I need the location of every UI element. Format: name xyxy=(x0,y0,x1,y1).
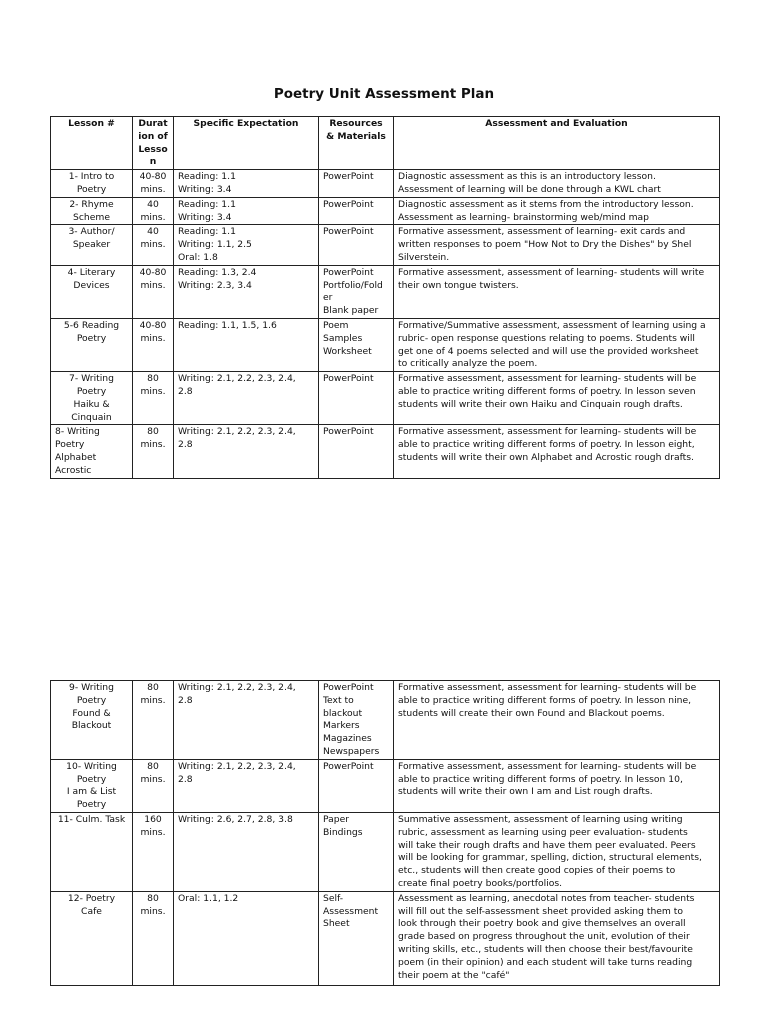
assessment-cell: Formative assessment, assessment for learning- students will be able to practice writing different forms of poetry. In lesson seven students will write their own Haiku and Cinquain rough drafts. xyxy=(394,372,720,425)
duration-cell: 40-80 mins. xyxy=(133,170,174,198)
expectation-cell: Oral: 1.1, 1.2 xyxy=(174,891,319,985)
lesson-cell: 1- Intro to Poetry xyxy=(51,170,133,198)
header-lesson: Lesson # xyxy=(51,117,133,170)
duration-cell: 40-80 mins. xyxy=(133,265,174,318)
table-row xyxy=(51,759,720,812)
assessment-cell: Summative assessment, assessment of learning using writing rubric, assessment as learning using peer evaluation- students will take their rough drafts and have them peer evaluated. Peers will be looking for grammar, spelling, diction, structural elements, etc., students will then create good copies of their poems to create final poetry books/portfolios. xyxy=(394,812,720,891)
duration-cell: 80 mins. xyxy=(133,681,174,760)
lesson-cell: 10- Writing Poetry I am & List Poetry xyxy=(51,759,133,812)
assessment-plan-table-page-2 xyxy=(50,680,720,986)
expectation-cell: Writing: 2.1, 2.2, 2.3, 2.4, 2.8 xyxy=(174,372,319,425)
expectation-cell: Writing: 2.6, 2.7, 2.8, 3.8 xyxy=(174,812,319,891)
header-duration: Durat ion of Lesso n xyxy=(133,117,174,170)
lesson-cell: 2- Rhyme Scheme xyxy=(51,197,133,225)
lesson-cell: 8- Writing Poetry Alphabet Acrostic xyxy=(51,425,133,478)
table-row xyxy=(51,170,720,198)
duration-cell: 160 mins. xyxy=(133,812,174,891)
lesson-cell: 3- Author/ Speaker xyxy=(51,225,133,265)
resources-cell: Self- Assessment Sheet xyxy=(319,891,394,985)
duration-cell: 80 mins. xyxy=(133,372,174,425)
table-row xyxy=(51,197,720,225)
expectation-cell: Reading: 1.1, 1.5, 1.6 xyxy=(174,318,319,371)
resources-cell: PowerPoint xyxy=(319,197,394,225)
assessment-cell: Formative assessment, assessment for learning- students will be able to practice writing different forms of poetry. In lesson nine, students will create their own Found and Blackout poems. xyxy=(394,681,720,760)
resources-cell: PowerPoint xyxy=(319,759,394,812)
assessment-cell: Formative assessment, assessment of learning- students will write their own tongue twisters. xyxy=(394,265,720,318)
expectation-cell: Reading: 1.1 Writing: 1.1, 2.5 Oral: 1.8 xyxy=(174,225,319,265)
assessment-cell: Diagnostic assessment as this is an introductory lesson. Assessment of learning will be done through a KWL chart xyxy=(394,170,720,198)
assessment-cell: Assessment as learning, anecdotal notes from teacher- students will fill out the self-assessment sheet provided asking them to look through their poetry book and give themselves an overall grade based on progress throughout the unit, evolution of their writing skills, etc., students will then choose their best/favourite poem (in their opinion) and each student will take turns reading their poem at the "café" xyxy=(394,891,720,985)
table-row xyxy=(51,425,720,478)
header-resources: Resources & Materials xyxy=(319,117,394,170)
resources-cell: PowerPoint xyxy=(319,425,394,478)
resources-cell: PowerPoint Text to blackout Markers Magazines Newspapers xyxy=(319,681,394,760)
lesson-cell: 5-6 Reading Poetry xyxy=(51,318,133,371)
expectation-cell: Writing: 2.1, 2.2, 2.3, 2.4, 2.8 xyxy=(174,759,319,812)
resources-cell: Poem Samples Worksheet xyxy=(319,318,394,371)
resources-cell: PowerPoint xyxy=(319,170,394,198)
lesson-cell: 9- Writing Poetry Found & Blackout xyxy=(51,681,133,760)
duration-cell: 80 mins. xyxy=(133,891,174,985)
expectation-cell: Reading: 1.1 Writing: 3.4 xyxy=(174,197,319,225)
resources-cell: PowerPoint xyxy=(319,225,394,265)
header-expectation: Specific Expectation xyxy=(174,117,319,170)
lesson-cell: 11- Culm. Task xyxy=(51,812,133,891)
duration-cell: 80 mins. xyxy=(133,759,174,812)
assessment-cell: Diagnostic assessment as it stems from the introductory lesson. Assessment as learning- brainstorming web/mind map xyxy=(394,197,720,225)
duration-cell: 40-80 mins. xyxy=(133,318,174,371)
resources-cell: Paper Bindings xyxy=(319,812,394,891)
header-assessment: Assessment and Evaluation xyxy=(394,117,720,170)
lesson-cell: 4- Literary Devices xyxy=(51,265,133,318)
assessment-cell: Formative assessment, assessment for learning- students will be able to practice writing different forms of poetry. In lesson 10, students will write their own I am and List rough drafts. xyxy=(394,759,720,812)
table-row xyxy=(51,265,720,318)
table-row xyxy=(51,681,720,760)
lesson-cell: 12- Poetry Cafe xyxy=(51,891,133,985)
table-row xyxy=(51,372,720,425)
table-row xyxy=(51,812,720,891)
duration-cell: 40 mins. xyxy=(133,225,174,265)
assessment-cell: Formative assessment, assessment for learning- students will be able to practice writing different forms of poetry. In lesson eight, students will write their own Alphabet and Acrostic rough drafts. xyxy=(394,425,720,478)
document-title: Poetry Unit Assessment Plan xyxy=(273,86,495,102)
table-header-row xyxy=(51,117,720,170)
duration-cell: 80 mins. xyxy=(133,425,174,478)
table-row xyxy=(51,891,720,985)
expectation-cell: Reading: 1.1 Writing: 3.4 xyxy=(174,170,319,198)
duration-cell: 40 mins. xyxy=(133,197,174,225)
expectation-cell: Writing: 2.1, 2.2, 2.3, 2.4, 2.8 xyxy=(174,425,319,478)
resources-cell: PowerPoint xyxy=(319,372,394,425)
table-row xyxy=(51,225,720,265)
lesson-cell: 7- Writing Poetry Haiku & Cinquain xyxy=(51,372,133,425)
expectation-cell: Reading: 1.3, 2.4 Writing: 2.3, 3.4 xyxy=(174,265,319,318)
assessment-plan-table-page-1 xyxy=(50,116,720,479)
table-row xyxy=(51,318,720,371)
assessment-cell: Formative/Summative assessment, assessment of learning using a rubric- open response questions relating to poems. Students will get one of 4 poems selected and will use the provided worksheet to critically analyze the poem. xyxy=(394,318,720,371)
expectation-cell: Writing: 2.1, 2.2, 2.3, 2.4, 2.8 xyxy=(174,681,319,760)
assessment-cell: Formative assessment, assessment of learning- exit cards and written responses to poem "How Not to Dry the Dishes" by Shel Silverstein. xyxy=(394,225,720,265)
resources-cell: PowerPoint Portfolio/Fold er Blank paper xyxy=(319,265,394,318)
